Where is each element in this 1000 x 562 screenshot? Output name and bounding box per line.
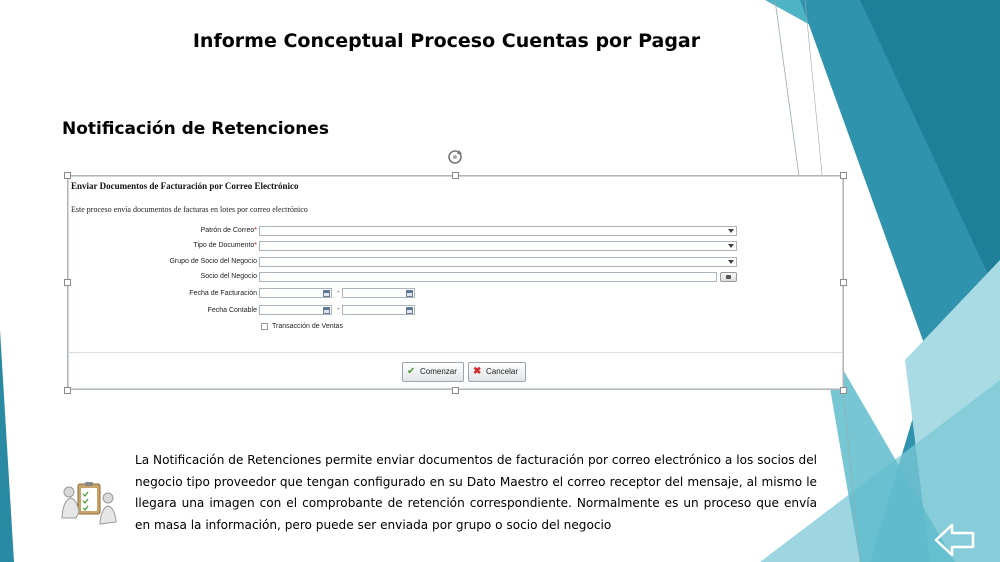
label-socio-negocio: Socio del Negocio bbox=[200, 273, 257, 280]
slide-title: Informe Conceptual Proceso Cuentas por Pagar bbox=[192, 30, 701, 52]
fecha-facturacion-from[interactable] bbox=[259, 288, 332, 298]
calendar-icon[interactable] bbox=[406, 307, 413, 314]
transaccion-ventas-label: Transacción de Ventas bbox=[272, 323, 343, 330]
calendar-icon[interactable] bbox=[406, 290, 413, 297]
calendar-icon[interactable] bbox=[323, 307, 330, 314]
close-icon: ✖ bbox=[473, 366, 482, 377]
resize-handle-top-left[interactable] bbox=[64, 172, 71, 179]
section-title: Notificación de Retenciones bbox=[62, 119, 329, 139]
label-patron-correo: Patrón de Correo* bbox=[200, 227, 257, 234]
label-tipo-documento: Tipo de Documento* bbox=[193, 242, 257, 249]
date-range-separator: - bbox=[337, 304, 340, 313]
transaccion-ventas-checkbox[interactable] bbox=[261, 323, 268, 330]
resize-handle-bottom-right[interactable] bbox=[840, 387, 847, 394]
chevron-down-icon bbox=[728, 244, 734, 248]
resize-handle-top-right[interactable] bbox=[840, 172, 847, 179]
resize-handle-right[interactable] bbox=[840, 279, 847, 286]
label-grupo-socio: Grupo de Socio del Negocio bbox=[169, 258, 257, 265]
label-fecha-facturacion: Fecha de Facturación bbox=[189, 290, 257, 297]
fecha-contable-from[interactable] bbox=[259, 305, 332, 315]
back-arrow-icon[interactable] bbox=[934, 522, 976, 558]
resize-handle-left[interactable] bbox=[64, 279, 71, 286]
resize-handle-bottom-left[interactable] bbox=[64, 387, 71, 394]
teal-shape-left bbox=[0, 330, 14, 562]
chevron-down-icon bbox=[728, 260, 734, 264]
clipboard-people-icon bbox=[60, 478, 118, 526]
button-bar-divider bbox=[69, 352, 842, 353]
cancelar-button[interactable]: ✖ Cancelar bbox=[468, 362, 526, 382]
resize-handle-top[interactable] bbox=[452, 172, 459, 179]
chevron-down-icon bbox=[728, 229, 734, 233]
fecha-contable-to[interactable] bbox=[342, 305, 415, 315]
app-screenshot-panel bbox=[68, 176, 843, 389]
label-fecha-contable: Fecha Contable bbox=[207, 307, 257, 314]
tipo-documento-select[interactable] bbox=[259, 241, 737, 251]
rotate-handle-icon[interactable] bbox=[446, 148, 464, 166]
comenzar-button[interactable]: ✔ Comenzar bbox=[402, 362, 464, 382]
calendar-icon[interactable] bbox=[323, 290, 330, 297]
socio-negocio-input[interactable] bbox=[259, 272, 717, 282]
resize-handle-bottom[interactable] bbox=[452, 387, 459, 394]
grupo-socio-select[interactable] bbox=[259, 257, 737, 267]
panel-title: Enviar Documentos de Facturación por Correo Electrónico bbox=[71, 181, 299, 191]
panel-description: Este proceso envía documentos de facturas en lotes por correo electrónico bbox=[71, 205, 308, 214]
patron-correo-select[interactable] bbox=[259, 226, 737, 236]
date-range-separator: - bbox=[337, 287, 340, 296]
checkmark-icon: ✔ bbox=[407, 366, 416, 377]
lookup-button[interactable] bbox=[720, 272, 737, 282]
lock-icon bbox=[726, 275, 731, 279]
description-paragraph: La Notificación de Retenciones permite enviar documentos de facturación por correo electrónico a los socios del negocio tipo proveedor que tengan configurado en su Dato Maestro el correo receptor del mensaje, al mismo le llegara una imagen con el comprobante de retención correspondiente. Normalmente es un proceso que envía en masa la información, pero puede ser enviada por grupo o socio del negocio bbox=[135, 453, 817, 532]
fecha-facturacion-to[interactable] bbox=[342, 288, 415, 298]
